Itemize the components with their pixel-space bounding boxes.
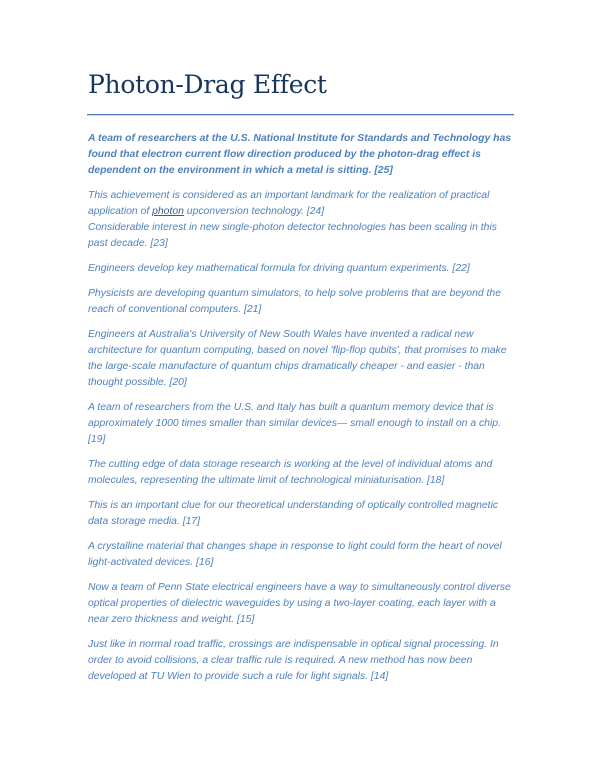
photon-link[interactable]: photon [152, 206, 184, 217]
paragraph-magnetic-storage: This is an important clue for our theoretical understanding of optically controlled magnetic data storage media. [17] [88, 500, 499, 527]
paragraph-abstract: A team of researchers at the U.S. National Institute for Standards and Technology has found that electron current flow direction produced by the photon-drag effect is dependent on the environment in which a metal is sitting. [25] [88, 133, 512, 176]
paragraph-text: This achievement is considered as an important landmark for the realization of practical application of [88, 190, 490, 217]
title-underline [87, 114, 514, 116]
paragraph-upconversion [88, 188, 516, 252]
paragraph-line [88, 188, 516, 220]
paragraph-waveguides: Now a team of Penn State electrical engineers have a way to simultaneously control diverse optical properties of dielectric waveguides by using a two-layer coating, each layer with a near zero thickness and weight. [15] [88, 582, 511, 625]
paragraph-simulators: Physicists are developing quantum simulators, to help solve problems that are beyond the reach of conventional computers. [21] [88, 288, 501, 315]
paragraph-formula: Engineers develop key mathematical formula for driving quantum experiments. [22] [88, 263, 470, 274]
paragraph-optical-crossings: Just like in normal road traffic, crossings are indispensable in optical signal processing. In order to avoid collisions, a clear traffic rule is required. A new method has now been developed at TU Wien to provide such a rule for light signals. [14] [88, 639, 499, 682]
paragraph-data-storage: The cutting edge of data storage research is working at the level of individual atoms and molecules, representing the ultimate limit of technological miniaturisation. [18] [88, 459, 493, 486]
document-body [88, 131, 516, 694]
paragraph-crystalline-material: A crystalline material that changes shape in response to light could form the heart of novel light-activated devices. [16] [88, 541, 502, 568]
paragraph-quantum-memory: A team of researchers from the U.S. and Italy has built a quantum memory device that is approximately 1000 times smaller than similar devices— small enough to install on a chip. [19] [88, 402, 501, 445]
document-title: Photon-Drag Effect [88, 70, 327, 99]
paragraph-text: upconversion technology. [24] [183, 206, 325, 217]
paragraph-flip-flop-qubits: Engineers at Australia's University of New South Wales have invented a radical new architecture for quantum computing, based on novel 'flip-flop qubits', that promises to make the large-scale manufacture of quantum chips dramatically cheaper - and easier - than thought possible. [20] [88, 329, 507, 388]
paragraph-line: Considerable interest in new single-photon detector technologies has been scaling in this past decade. [23] [88, 222, 497, 249]
